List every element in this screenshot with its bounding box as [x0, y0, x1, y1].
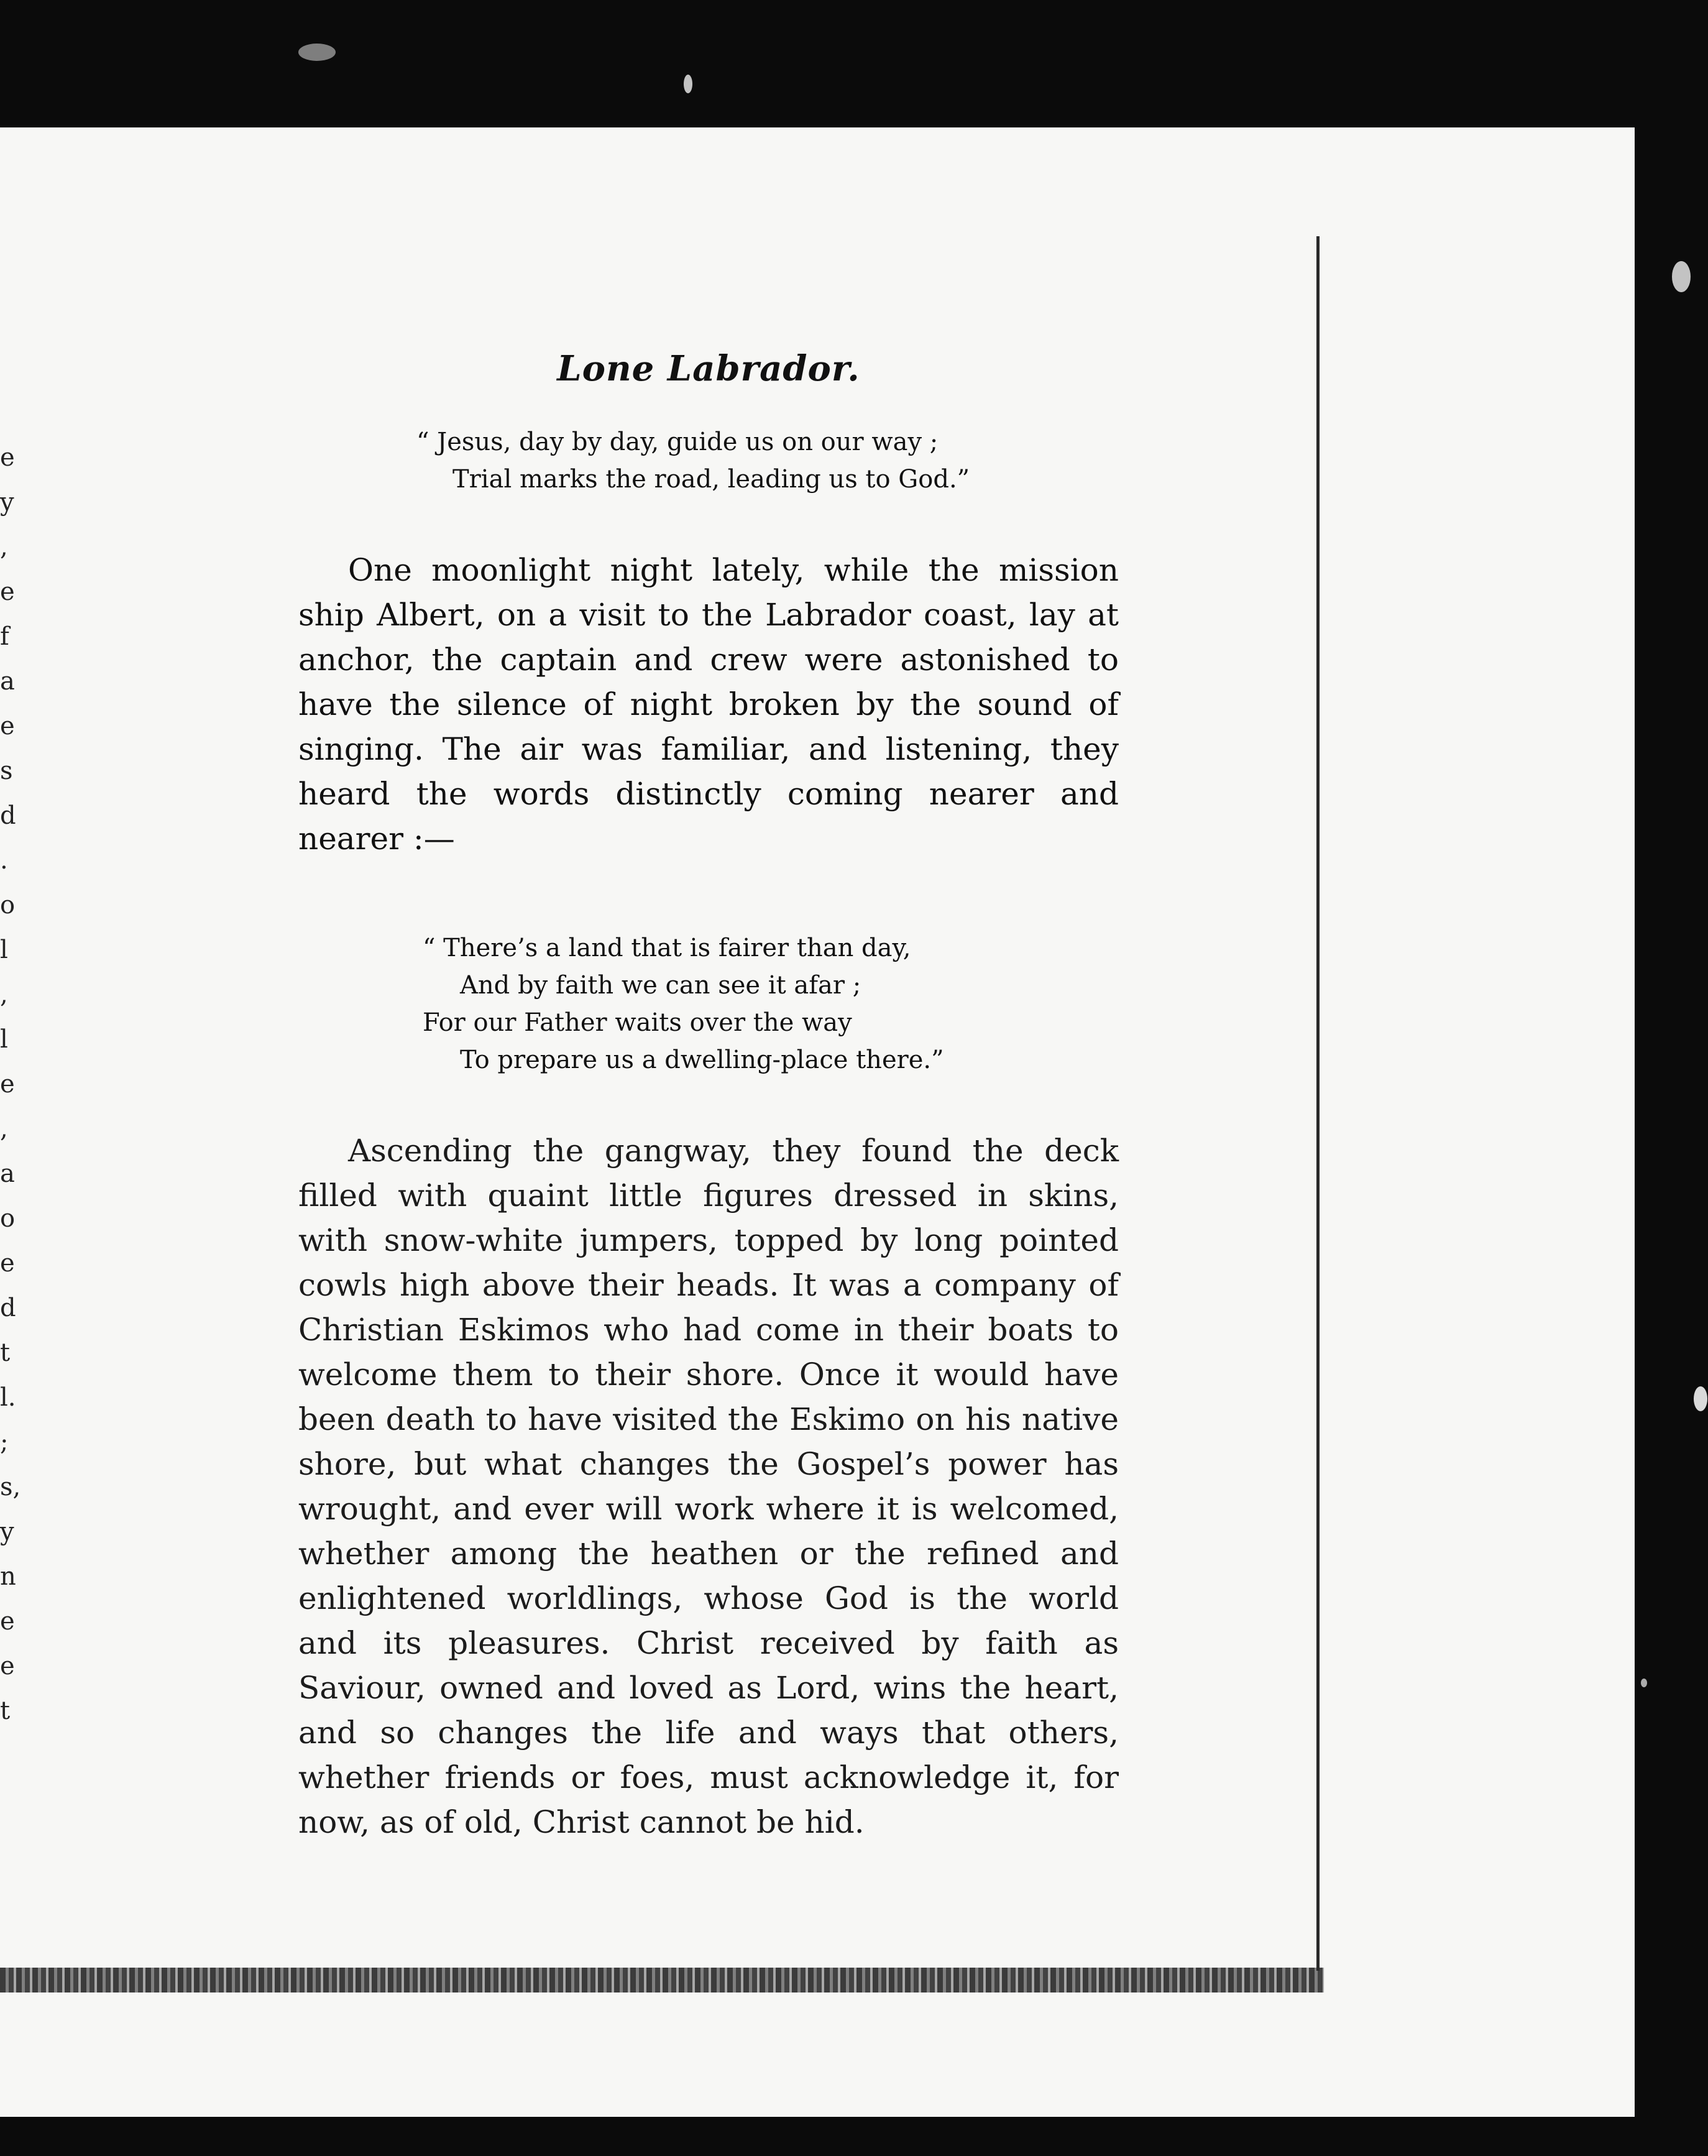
left-margin-fragment: t — [0, 1697, 11, 1725]
left-margin-fragment: o — [0, 1204, 16, 1233]
left-margin-fragment: t — [0, 1338, 11, 1367]
dust-speck — [1694, 1386, 1707, 1411]
page-inner-edge-rule — [1316, 236, 1320, 1971]
left-margin-fragment: a — [0, 667, 15, 696]
left-margin-fragment: s — [0, 757, 13, 785]
left-margin-fragment: o — [0, 891, 16, 919]
left-margin-fragment: f — [0, 622, 9, 651]
left-margin-fragment: n — [0, 1562, 16, 1591]
left-margin-fragment: a — [0, 1159, 15, 1188]
left-margin-fragment: e — [0, 1249, 15, 1278]
paragraph-1: One moonlight night lately, while the mission ship Albert, on a visit to the Labrador coast, lay at anchor, the captain and crew were astonished to have the silence of night broken by the sound of singing. The air was familiar, and listening, they heard the words distinctly coming nearer and nearer :— — [298, 552, 1119, 857]
hymn-line-2: And by faith we can see it afar ; — [460, 971, 861, 1000]
left-margin-fragment: d — [0, 801, 16, 830]
left-margin-fragment: y — [0, 488, 14, 517]
left-margin-fragment: s, — [0, 1473, 21, 1501]
dust-speck — [1641, 1679, 1647, 1687]
left-margin-fragment: y — [0, 1518, 14, 1546]
left-margin-fragment: , — [0, 1115, 8, 1143]
hymn-line-3: For our Father waits over the way — [423, 1008, 852, 1037]
left-margin-fragment: , — [0, 980, 8, 1009]
left-margin-fragment: l. — [0, 1383, 16, 1412]
hymn-verse — [423, 929, 1119, 1079]
left-margin-fragment: ; — [0, 1428, 9, 1457]
left-margin-fragment: l — [0, 1025, 8, 1054]
dust-speck — [298, 44, 336, 61]
epigraph-line-1: “ Jesus, day by day, guide us on our way ; — [416, 428, 939, 456]
dust-speck — [1672, 261, 1691, 292]
left-margin-fragment: . — [0, 846, 8, 875]
left-margin-fragment: , — [0, 533, 8, 561]
epigraph — [416, 423, 1119, 498]
hymn-line-1: “ There’s a land that is fairer than day, — [423, 934, 911, 962]
left-margin-fragment: e — [0, 578, 15, 606]
hymn-line-4: To prepare us a dwelling-place there.” — [460, 1046, 944, 1074]
left-margin-fragment: l — [0, 936, 8, 964]
left-margin-fragment: e — [0, 1652, 15, 1680]
page-bottom-edge — [0, 1968, 1324, 1992]
paragraph-2: Ascending the gangway, they found the deck filled with quaint little figures dressed in skins, with snow-white jumpers, topped by long pointed cowls high above their heads. It was a company of Christian Eskimos who had come in their boats to welcome them to their shore. Once it would have been death to have visited the Eskimo on his native shore, but what changes the Gospel’s power has wrought, and ever will work where it is welcomed, whether among the heathen or the refined and enlightened worldlings, whose God is the world and its pleasures. Christ received by faith as Saviour, owned and loved as Lord, wins the heart, and so changes the life and ways that others, whether friends or foes, must acknowledge it, for now, as of old, Christ cannot be hid. — [298, 1133, 1119, 1840]
left-margin-fragment: e — [0, 712, 15, 740]
left-margin-fragment: e — [0, 443, 15, 472]
epigraph-line-2: Trial marks the road, leading us to God.” — [452, 465, 970, 494]
left-margin-text-fragments — [0, 435, 19, 1741]
article-title: Lone Labrador. — [557, 348, 860, 389]
left-margin-fragment: e — [0, 1070, 15, 1099]
left-margin-fragment: e — [0, 1607, 15, 1636]
article-body — [298, 348, 1119, 1845]
left-margin-fragment: d — [0, 1294, 16, 1322]
dust-speck — [684, 75, 692, 93]
